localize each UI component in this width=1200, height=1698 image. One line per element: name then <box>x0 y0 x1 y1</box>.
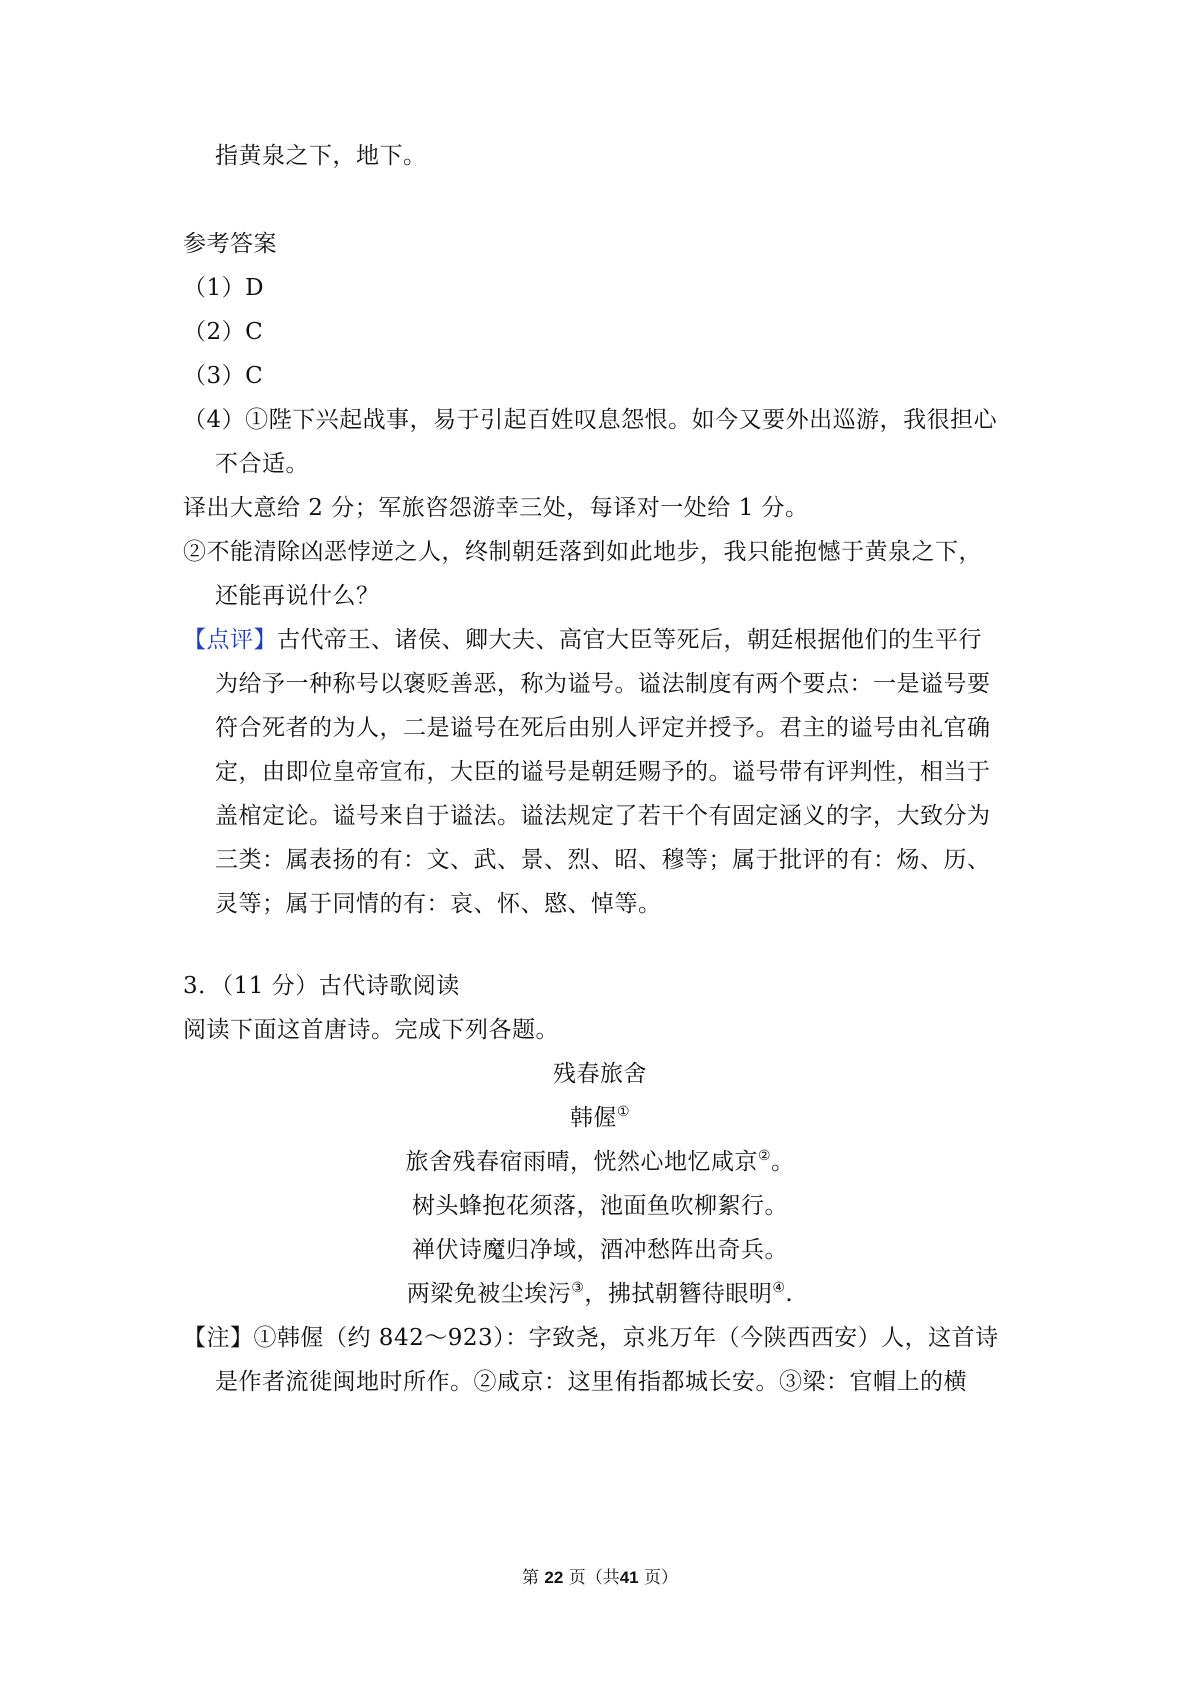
commentary-text: 古代帝王、诸侯、卿大夫、高官大臣等死后，朝廷根据他们的生平行 <box>277 627 982 653</box>
answer-4: （4）①陛下兴起战事，易于引起百姓叹息怨恨。如今又要外出巡游，我很担心 <box>183 407 998 433</box>
scoring-note: 译出大意给 2 分；军旅咨怨游幸三处，每译对一处给 1 分。 <box>183 495 809 521</box>
poem-title: 残春旅舍 <box>553 1061 647 1087</box>
footnote-marker: ② <box>757 1148 772 1164</box>
commentary-tag: 【点评】 <box>183 627 277 653</box>
section-heading-answers: 参考答案 <box>183 231 277 257</box>
page-number: 22 <box>544 1568 564 1587</box>
text-line: 定，由即位皇帝宣布，大臣的谥号是朝廷赐予的。谥号带有评判性，相当于 <box>215 759 991 785</box>
text-line: 不合适。 <box>215 451 309 477</box>
footnote-marker: ④ <box>772 1280 786 1296</box>
poem-verse-2: 树头蜂抱花须落，池面鱼吹柳絮行。 <box>412 1193 788 1219</box>
poem-author: 韩偓① <box>569 1104 631 1131</box>
question-instruction: 阅读下面这首唐诗。完成下列各题。 <box>183 1017 559 1043</box>
poem-verse-1: 旅舍残春宿雨晴，恍然心地忆咸京②。 <box>405 1148 795 1175</box>
page-footer: 第 22 页（共41 页） <box>521 1568 679 1588</box>
text-line: 盖棺定论。谥号来自于谥法。谥法规定了若干个有固定涵义的字，大致分为 <box>215 803 991 829</box>
text-line: 还能再说什么？ <box>215 583 380 609</box>
answer-2: （2）C <box>183 319 264 345</box>
footnote-marker: ③ <box>571 1280 585 1296</box>
answer-1: （1）D <box>183 275 265 301</box>
text-line: 灵等；属于同情的有：哀、怀、愍、悼等。 <box>215 891 662 917</box>
text-line: 三类：属表扬的有：文、武、景、烈、昭、穆等；属于批评的有：炀、历、 <box>215 847 991 873</box>
text-line: 指黄泉之下，地下。 <box>215 143 427 169</box>
text-line: 为给予一种称号以褒贬善恶，称为谥号。谥法制度有两个要点：一是谥号要 <box>215 671 991 697</box>
page-total: 41 <box>619 1568 639 1587</box>
poem-verse-4: 两梁免被尘埃污③，拂拭朝簪待眼明④. <box>406 1280 794 1307</box>
poem-note: 【注】①韩偓（约 842～923）：字致尧，京兆万年（今陕西西安）人，这首诗 <box>183 1325 999 1351</box>
answer-3: （3）C <box>183 363 264 389</box>
text-line: ②不能清除凶恶悖逆之人，终制朝廷落到如此地步，我只能抱憾于黄泉之下， <box>183 539 982 565</box>
text-line: 符合死者的为人，二是谥号在死后由别人评定并授予。君主的谥号由礼官确 <box>215 715 991 741</box>
question-heading: 3．（11 分）古代诗歌阅读 <box>183 973 460 999</box>
poem-verse-3: 禅伏诗魔归净域，酒冲愁阵出奇兵。 <box>412 1237 788 1263</box>
poem-note: 是作者流徙闽地时所作。②咸京：这里侑指都城长安。③梁：官帽上的横 <box>215 1369 967 1395</box>
commentary-first-line <box>183 625 982 655</box>
footnote-marker: ① <box>616 1104 631 1120</box>
